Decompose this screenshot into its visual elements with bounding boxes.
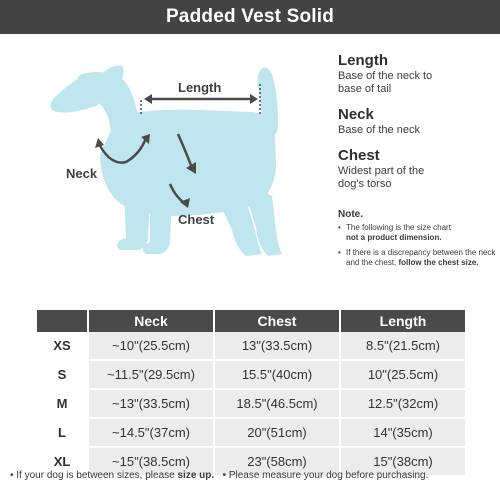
chest-cell: 18.5"(46.5cm) bbox=[215, 390, 341, 419]
length-label: Length bbox=[178, 80, 222, 95]
size-label: M bbox=[37, 390, 89, 419]
column-header-length: Length bbox=[341, 310, 465, 332]
definition-desc-neck: Base of the neck bbox=[338, 124, 420, 136]
measurement-definitions bbox=[338, 52, 496, 201]
dog-measurement-diagram bbox=[0, 34, 330, 304]
table-header-row bbox=[37, 310, 465, 332]
length-cell: 15"(38cm) bbox=[341, 448, 465, 477]
dog-illustration bbox=[0, 34, 330, 304]
table-row bbox=[37, 419, 465, 448]
table-row bbox=[37, 390, 465, 419]
footer-tips bbox=[10, 470, 500, 481]
chest-cell: 20"(51cm) bbox=[215, 419, 341, 448]
chest-cell: 13"(33.5cm) bbox=[215, 332, 341, 361]
definition-desc-chest: Widest part of the dog's torso bbox=[338, 165, 425, 190]
chest-cell: 23"(58cm) bbox=[215, 448, 341, 477]
neck-cell: ~13"(33.5cm) bbox=[89, 390, 215, 419]
neck-cell: ~10"(25.5cm) bbox=[89, 332, 215, 361]
footer-bullet: • bbox=[222, 470, 229, 481]
size-label: L bbox=[37, 419, 89, 448]
chest-label: Chest bbox=[178, 212, 215, 227]
note-item-2: • If there is a discrepancy between the neck and the chest, follow the chest size. bbox=[338, 248, 496, 267]
length-cell: 12.5"(32cm) bbox=[341, 390, 465, 419]
length-cell: 8.5"(21.5cm) bbox=[341, 332, 465, 361]
note-heading: Note. bbox=[338, 209, 363, 220]
definition-desc-length: Base of the neck to base of tail bbox=[338, 70, 433, 95]
size-label: XL bbox=[37, 448, 89, 477]
neck-cell: ~14.5"(37cm) bbox=[89, 419, 215, 448]
size-chart-table bbox=[37, 310, 465, 477]
table-row bbox=[37, 361, 465, 390]
neck-cell: ~11.5"(29.5cm) bbox=[89, 361, 215, 390]
footer-tip-1-bold: size up. bbox=[177, 470, 215, 481]
length-cell: 10"(25.5cm) bbox=[341, 361, 465, 390]
footer-tip-2: Please measure your dog before purchasing. bbox=[228, 470, 429, 481]
chest-cell: 15.5"(40cm) bbox=[215, 361, 341, 390]
table-corner-cell bbox=[37, 310, 89, 332]
size-label: XS bbox=[37, 332, 89, 361]
column-header-chest: Chest bbox=[215, 310, 341, 332]
note-section bbox=[338, 210, 498, 273]
neck-cell: ~15"(38.5cm) bbox=[89, 448, 215, 477]
definition-term-length: Length bbox=[338, 52, 388, 69]
length-cell: 14"(35cm) bbox=[341, 419, 465, 448]
size-label: S bbox=[37, 361, 89, 390]
note-item-1: • The following is the size chart not a product dimension. bbox=[338, 223, 451, 242]
footer-bullet: • bbox=[10, 470, 17, 481]
footer-tip-1: If your dog is between sizes, please bbox=[16, 470, 175, 481]
column-header-neck: Neck bbox=[89, 310, 215, 332]
page-title: Padded Vest Solid bbox=[0, 0, 500, 34]
dog-silhouette bbox=[50, 66, 282, 256]
definition-term-chest: Chest bbox=[338, 147, 380, 164]
neck-label: Neck bbox=[66, 166, 98, 181]
definition-term-neck: Neck bbox=[338, 106, 374, 123]
table-row bbox=[37, 332, 465, 361]
